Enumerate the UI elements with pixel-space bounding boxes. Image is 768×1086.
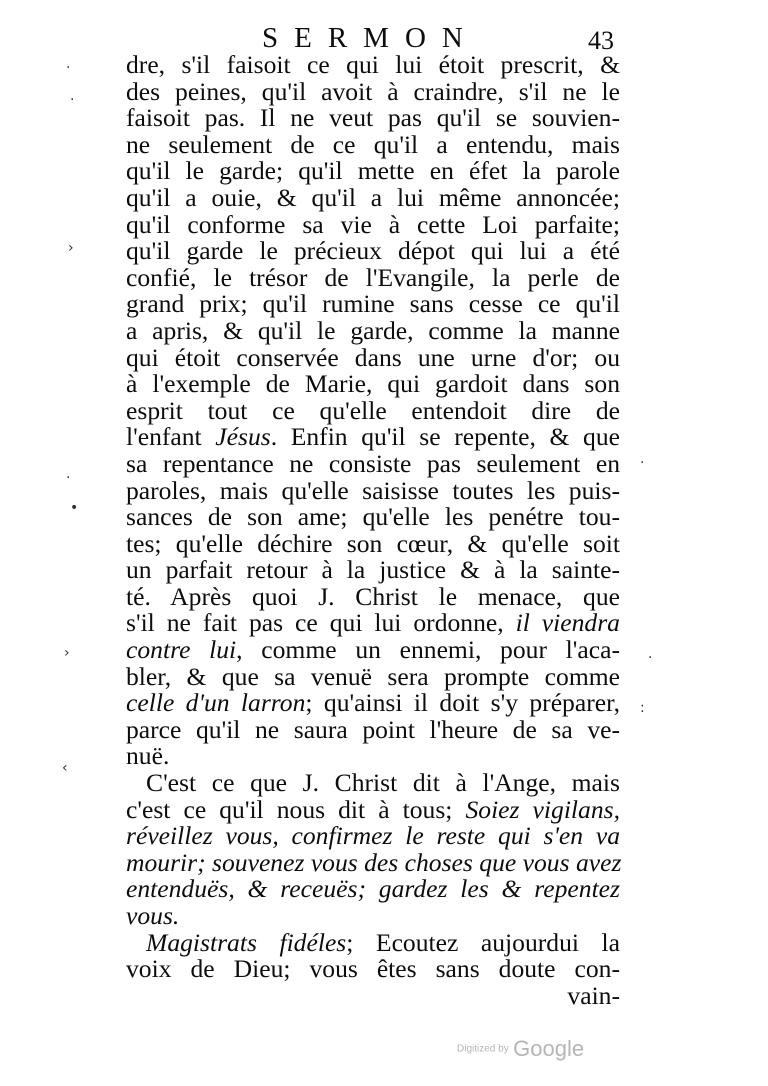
text-line-italic-jesus: l'enfant Jésus. Enfin qu'il se repente, & que: [126, 422, 620, 452]
text-line: qu'il conforme sa vie à cette Loi parfaite;: [126, 209, 620, 239]
text-line: un parfait retour à la justice & à la sainte-: [126, 555, 620, 585]
running-head: SERMON: [262, 22, 479, 54]
italic-phrase: contre lui: [126, 635, 237, 665]
text-line-italic: vous.: [126, 901, 180, 930]
page-body-text: [126, 52, 620, 1009]
italic-phrase: Magistrats fidéles: [146, 927, 347, 957]
catchword: vain-: [567, 980, 620, 1010]
italic-phrase: Soiez vigilans,: [465, 794, 620, 824]
italic-phrase: celle d'un larron: [126, 688, 306, 718]
page-number: 43: [588, 26, 614, 55]
text-line-italic: réveillez vous, confirmez le reste qui s'en va: [126, 821, 620, 851]
text-line: qu'il le garde; qu'il mette en éfet la parole: [126, 156, 620, 186]
text-line-italic-viendra: s'il ne fait pas ce qui lui ordonne, il viendra: [126, 608, 620, 638]
text-line: à l'exemple de Marie, qui gardoit dans son: [126, 369, 620, 399]
text-line-italic: c'est ce qu'il nous dit à tous; Soiez vigilans,: [126, 794, 620, 824]
italic-phrase: Jésus: [215, 422, 271, 452]
text-line-italic: mourir; souvenez vous des choses que vous avez: [126, 847, 622, 877]
text-line: bler, & que sa venuë sera prompte comme: [126, 661, 620, 691]
text-line-italic: entenduës, & receuës; gardez les & repentez: [126, 874, 620, 904]
text-line: confié, le trésor de l'Evangile, la perle de: [126, 262, 620, 292]
text-line: grand prix; qu'il rumine sans cesse ce qu'il: [126, 289, 620, 319]
text-line: té. Après quoi J. Christ le menace, que: [126, 581, 620, 611]
text-line: des peines, qu'il avoit à craindre, s'il ne le: [126, 76, 620, 106]
text-line: ne seulement de ce qu'il a entendu, mais: [126, 129, 620, 159]
text-line: faisoit pas. Il ne veut pas qu'il se souvien-: [126, 103, 620, 133]
text-line: sances de son ame; qu'elle les penétre tou-: [126, 502, 620, 532]
text-line: parce qu'il ne saura point l'heure de sa ve-: [126, 714, 620, 744]
text-line: esprit tout ce qu'elle entendoit dire de: [126, 395, 620, 425]
text-line-italic-magistrats: Magistrats fidéles; Ecoutez aujourdui la: [146, 927, 620, 957]
text-line-italic-contre-lui: contre lui, comme un ennemi, pour l'aca-: [126, 635, 620, 665]
text-line: tes; qu'elle déchire son cœur, & qu'elle soit: [126, 528, 620, 558]
text-line: C'est ce que J. Christ dit à l'Ange, mais: [146, 768, 620, 798]
text-line: qui étoit conservée dans une urne d'or; ou: [126, 342, 620, 372]
text-line: paroles, mais qu'elle saisisse toutes les puis-: [126, 475, 620, 505]
text-line: qu'il garde le précieux dépot qui lui a été: [126, 236, 620, 266]
text-line: sa repentance ne consiste pas seulement en: [126, 448, 620, 478]
book-page: SERMON 43 dre, s'il faisoit ce qui lui étoit prescrit, & des peines, qu'il avoit à craindre, s'il ne le faisoit pas. Il ne veut pas qu'il se souvien- ne seulement de ce qu'il a entendu, mais qu'il le garde; qu'il mette en éfet la parole qu'il a ouie, & qu'il a lui même annoncée; qu'il conforme sa vie à cette Loi parfaite; qu'il garde le précieux dépot qui lui a été confié, le trésor de l'Evangile, la perle de grand prix; qu'il rumine sans cesse ce qu'il a apris, & qu'il le garde, comme la manne qui étoit conservée dans une urne d'or; ou à l'exemple de Marie, qui gardoit dans son esprit tout ce qu'elle entendoit dire de l'enfant Jésus. Enfin qu'il se repente, & que sa repentance ne consiste pas seulement en paroles, mais qu'elle saisisse toutes les puis- sances de son ame; qu'elle les penétre tou- tes; qu'elle déchire son cœur, & qu'elle soit un parfait retour à la justice & à la sainte- té. Après quoi J. Christ le menace, que s'il ne fait pas ce qui lui ordonne, il viendra contre lui, comme un ennemi, pour l'aca- bler, & que sa venuë sera prompte comme celle d'un larron; qu'ainsi il doit s'y préparer, parce qu'il ne saura point l'heure de sa ve- nuë. C'est ce que J. Christ dit à l'Ange, mais c'est ce qu'il nous dit à tous; Soiez vigilans, réveillez vous, confirmez le reste qui s'en va mourir; souvenez vous des choses que vous avez entenduës, & receuës; gardez les & repentez vous. Magistrats fidéles; Ecoutez aujourdui la voix de Dieu; vous êtes sans doute con- vain- · · › · • › ‹ · · : Digitized by Google: [62, 22, 653, 1061]
text-line: a apris, & qu'il le garde, comme la manne: [126, 315, 620, 345]
text-line: dre, s'il faisoit ce qui lui étoit prescrit, &: [126, 50, 620, 79]
text-line: qu'il a ouie, & qu'il a lui même annoncée;: [126, 182, 620, 212]
text-line-italic-larron: celle d'un larron; qu'ainsi il doit s'y préparer,: [126, 688, 620, 718]
text-line: voix de Dieu; vous êtes sans doute con-: [126, 954, 620, 984]
google-logo-text: Google: [513, 1036, 585, 1061]
watermark-prefix: Digitized by: [457, 1043, 509, 1055]
italic-phrase: il viendra: [515, 608, 620, 638]
text-line: nuë.: [126, 741, 170, 771]
digitized-watermark: [457, 1036, 584, 1062]
